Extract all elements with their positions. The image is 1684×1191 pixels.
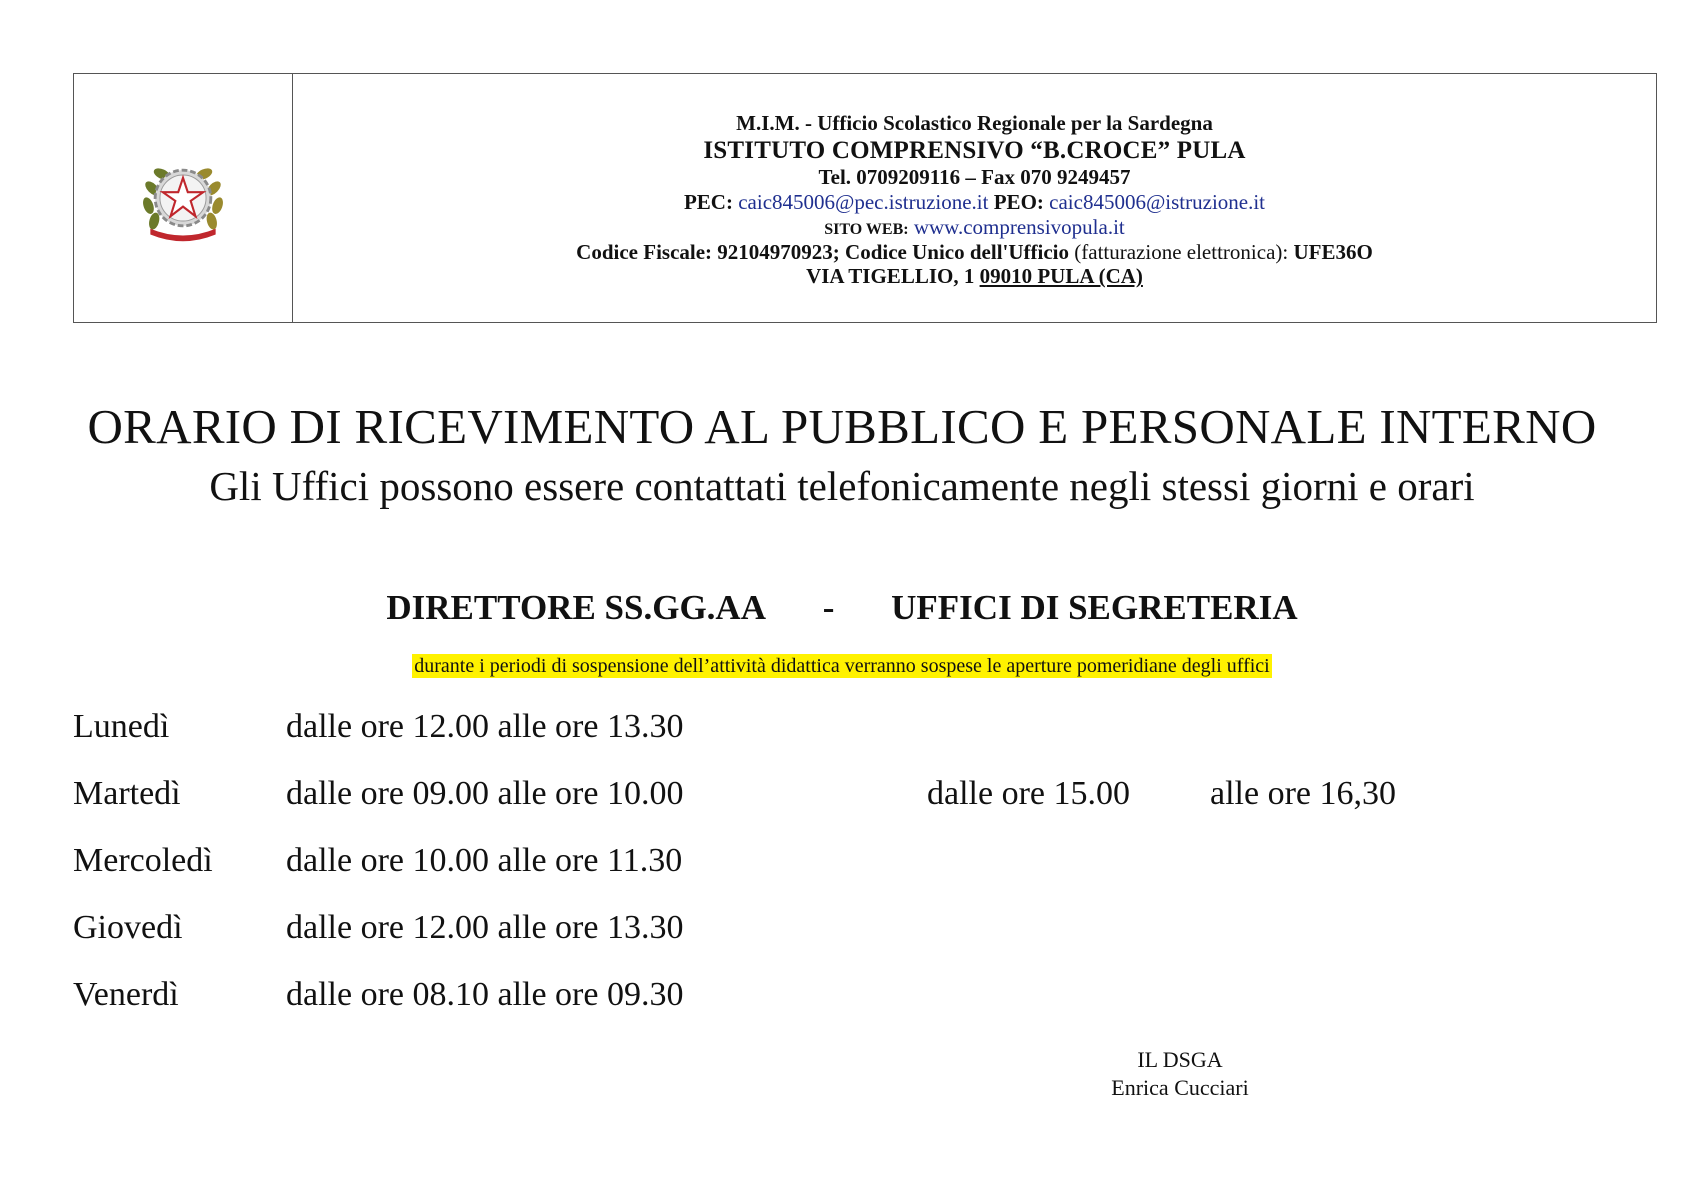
morning-hours: dalle ore 09.00 alle ore 10.00 bbox=[286, 775, 684, 812]
day-label: Venerdì bbox=[73, 976, 179, 1013]
afternoon-from: dalle ore 15.00 bbox=[927, 775, 1130, 812]
page-subtitle: Gli Uffici possono essere contattati telefonicamente negli stessi giorni e orari bbox=[209, 463, 1475, 509]
morning-hours: dalle ore 12.00 alle ore 13.30 bbox=[286, 708, 684, 745]
peo-email-link[interactable]: caic845006@istruzione.it bbox=[1049, 189, 1266, 214]
address-line bbox=[806, 264, 1143, 289]
office-code: UFE36O bbox=[1293, 239, 1373, 264]
schedule-table bbox=[73, 708, 1573, 1043]
phone-fax: Tel. 0709209116 – Fax 070 9249457 bbox=[818, 165, 1131, 190]
address-street: VIA TIGELLIO, 1 bbox=[806, 264, 975, 289]
day-label: Giovedì bbox=[73, 909, 183, 946]
section-heading-separator: - bbox=[822, 588, 835, 627]
signature-block bbox=[1080, 1046, 1280, 1102]
day-label: Mercoledì bbox=[73, 842, 213, 879]
fiscal-code-line bbox=[576, 240, 1373, 265]
morning-hours: dalle ore 12.00 alle ore 13.30 bbox=[286, 909, 684, 946]
signature-role: IL DSGA bbox=[1137, 1047, 1223, 1072]
fiscal-code-text: Codice Fiscale: 92104970923; Codice Unico dell'Ufficio bbox=[576, 239, 1070, 264]
schedule-row bbox=[73, 976, 1573, 1043]
emblem-cell bbox=[74, 74, 293, 322]
highlighted-notice bbox=[0, 655, 1684, 678]
morning-hours: dalle ore 10.00 alle ore 11.30 bbox=[286, 842, 683, 879]
page-title: ORARIO DI RICEVIMENTO AL PUBBLICO E PERSONALE INTERNO bbox=[87, 399, 1597, 454]
schedule-row bbox=[73, 708, 1573, 775]
schedule-row bbox=[73, 775, 1573, 842]
school-name: ISTITUTO COMPRENSIVO “B.CROCE” PULA bbox=[703, 136, 1246, 164]
schedule-row bbox=[73, 842, 1573, 909]
address-city: 09010 PULA (CA) bbox=[979, 264, 1143, 289]
signature-name: Enrica Cucciari bbox=[1111, 1075, 1249, 1101]
morning-hours: dalle ore 08.10 alle ore 09.30 bbox=[286, 976, 684, 1013]
notice-text: durante i periodi di sospensione dell’attività didattica verranno sospese le aperture pomeridiane degli uffici bbox=[414, 655, 1270, 677]
section-heading bbox=[0, 588, 1684, 628]
website-label: SITO WEB: bbox=[824, 220, 909, 238]
fiscal-note: (fatturazione elettronica): bbox=[1074, 239, 1289, 264]
peo-label: PEO: bbox=[993, 189, 1044, 214]
section-heading-left: DIRETTORE SS.GG.AA bbox=[386, 588, 766, 627]
ministry-line: M.I.M. - Ufficio Scolastico Regionale per la Sardegna bbox=[736, 110, 1213, 135]
email-line bbox=[684, 190, 1265, 215]
schedule-row bbox=[73, 909, 1573, 976]
pec-label: PEC: bbox=[683, 189, 733, 214]
repubblica-italiana-emblem-icon bbox=[135, 150, 231, 246]
website-line bbox=[824, 215, 1125, 240]
institution-info bbox=[293, 74, 1656, 322]
day-label: Martedì bbox=[73, 775, 181, 812]
day-label: Lunedì bbox=[73, 708, 170, 745]
letterhead bbox=[73, 73, 1657, 323]
pec-email-link[interactable]: caic845006@pec.istruzione.it bbox=[738, 189, 989, 214]
section-heading-right: UFFICI DI SEGRETERIA bbox=[891, 588, 1298, 627]
website-link[interactable]: www.comprensivopula.it bbox=[913, 214, 1125, 239]
afternoon-to: alle ore 16,30 bbox=[1210, 775, 1396, 812]
